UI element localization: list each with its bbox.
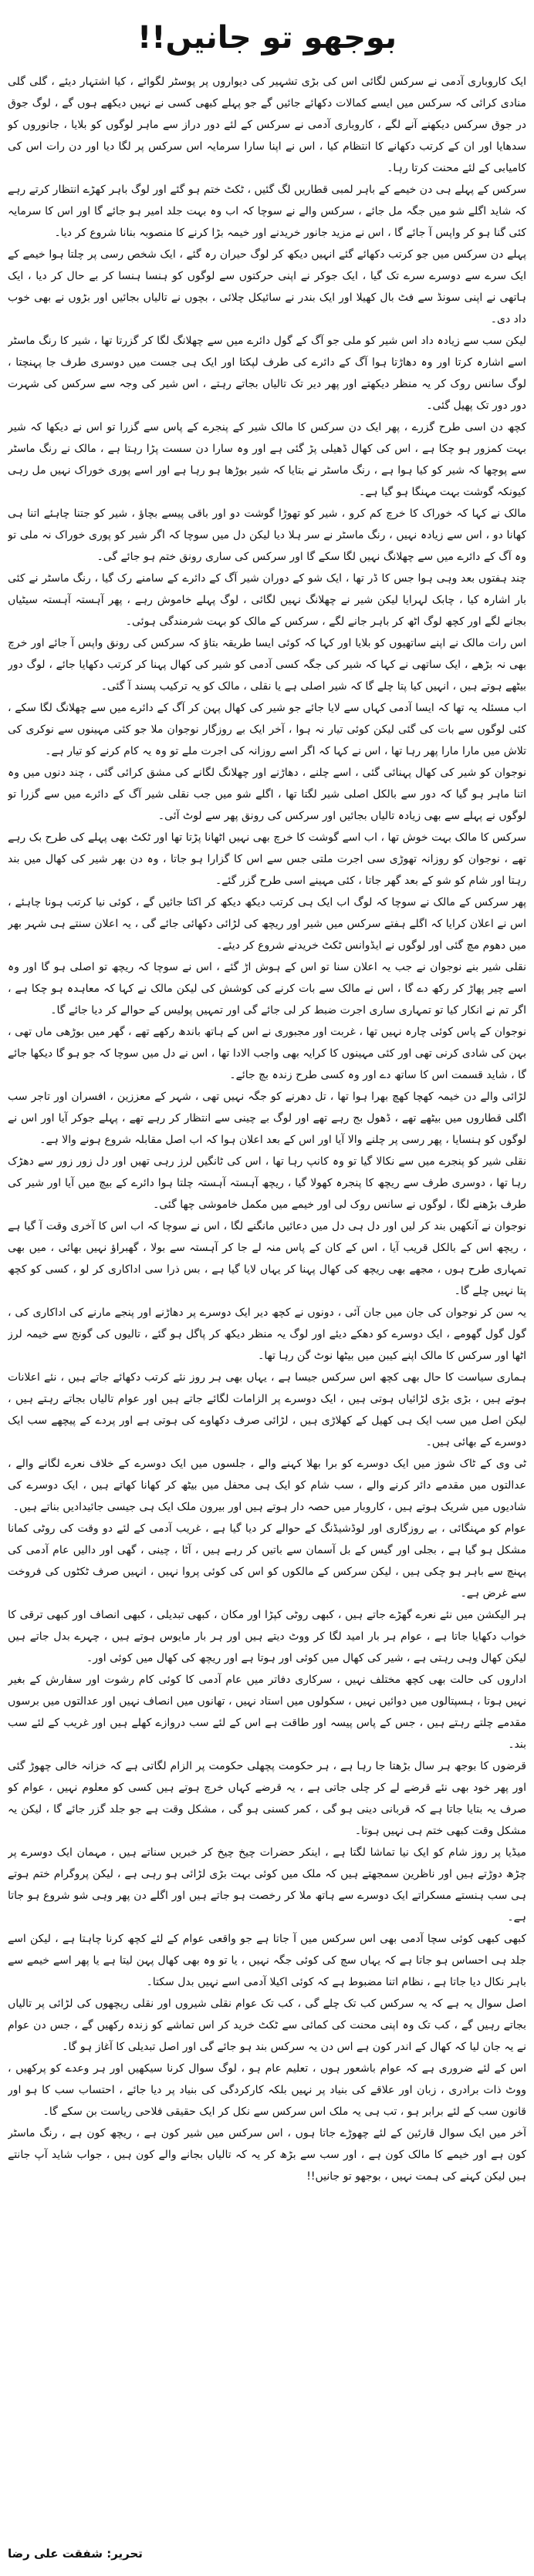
article-headline: بوجھو تو جانیں!! [137,20,397,56]
article-paragraph: کبھی کبھی کوئی سچا آدمی بھی اس سرکس میں آ جاتا ہے جو واقعی عوام کے لئے کچھ کرنا چاہتا ہے ، لیکن اسے جلد ہی احساس ہو جاتا ہے کہ یہاں سچ کی کوئی جگہ نہیں ، یا تو وہ بھی کھال پہن لیتا ہے یا پھر اسے خیمے سے باہر نکال دیا جاتا ہے ، نظام اتنا مضبوط ہے کہ کوئی اکیلا آدمی اسے نہیں بدل سکتا۔ [8,1933,526,1988]
article-paragraph: سرکس کا مالک بہت خوش تھا ، اب اسے گوشت کا خرچ بھی نہیں اٹھانا پڑتا تھا اور ٹکٹ بھی پہلے کی طرح بک رہے تھے ، نوجوان کو روزانہ تھوڑی سی اجرت ملتی جس سے اس کا گزارا ہو جاتا ، وہ دن بھر شیر کی کھال میں بند رہتا اور شام کو شو کے بعد گھر جاتا ، کئی مہینے اسی طرح گزر گئے۔ [8,831,526,887]
article-paragraph: اس کے لئے ضروری ہے کہ عوام باشعور ہوں ، تعلیم عام ہو ، لوگ سوال کرنا سیکھیں اور ہر وعدے کو پرکھیں ، ووٹ ذات برادری ، زبان اور علاقے کی بنیاد پر نہیں بلکہ کارکردگی کی بنیاد پر دیا جائے ، احتساب سب کا ہو اور قانون سب کے لئے برابر ہو ، تب ہی یہ ملک اس سرکس سے نکل کر ایک حقیقی فلاحی ریاست بن سکے گا۔ [8,2062,526,2118]
article-paragraph: آخر میں ایک سوال قارئین کے لئے چھوڑے جاتا ہوں ، اس سرکس میں شیر کون ہے ، ریچھ کون ہے ، رنگ ماسٹر کون ہے اور خیمے کا مالک کون ہے ، اور سب سے بڑھ کر یہ کہ تالیاں بجانے والے کون ہیں ، جواب شاید آپ جانتے ہیں لیکن کہنے کی ہمت نہیں ، بوجھو تو جانیں!! [8,2127,526,2183]
article-paragraph: نوجوان کے پاس کوئی چارہ نہیں تھا ، غربت اور مجبوری نے اس کے ہاتھ باندھ رکھے تھے ، گھر میں بوڑھی ماں تھی ، بہن کی شادی کرنی تھی اور کئی مہینوں کا کرایہ بھی واجب الادا تھا ، اس نے دل میں سوچا کہ جو ہو گا دیکھا جائے گا ، شاید قسمت اس کا ساتھ دے اور وہ کسی طرح زندہ بچ جائے۔ [8,1026,526,1081]
article-paragraph: اب مسئلہ یہ تھا کہ ایسا آدمی کہاں سے لایا جائے جو شیر کی کھال پہن کر آگ کے دائرے میں سے چھلانگ لگا سکے ، کئی لوگوں سے بات کی گئی لیکن کوئی تیار نہ ہوا ، آخر ایک بے روزگار نوجوان ملا جو کئی مہینوں سے نوکری کی تلاش میں مارا مارا پھر رہا تھا ، اس نے کہا کہ اگر اسے روزانہ کی اجرت ملے تو وہ یہ کام کرنے کو تیار ہے۔ [8,702,526,757]
article-paragraph: ایک کاروباری آدمی نے سرکس لگائی اس کی بڑی تشہیر کی دیواروں پر پوسٹر لگوائے ، کیا اشتہار دیئے ، گلی گلی منادی کرائی کہ سرکس میں ایسے کمالات دکھائے جائیں گے جو پہلے کبھی کسی نے نہیں دیکھے ہوں گے ، لوگ جوق در جوق سرکس دیکھنے آنے لگے ، کاروباری آدمی نے سرکس کے لئے دور دراز سے ماہر لوگوں کو بلایا ، جانوروں کو سدھایا اور ان کے کرتب دکھانے کا انتظام کیا ، اس نے اپنا سارا سرمایہ اس سرکس پر لگا دیا اور دن رات اس کی کامیابی کے لئے محنت کرتا رہا۔ [8,76,526,174]
article-paragraph: ہماری سیاست کا حال بھی کچھ اس سرکس جیسا ہے ، یہاں بھی ہر روز نئے کرتب دکھائے جاتے ہیں ، نئے اعلانات ہوتے ہیں ، بڑی بڑی لڑائیاں ہوتی ہیں ، ایک دوسرے پر الزامات لگائے جاتے ہیں اور عوام تالیاں بجاتے رہتے ہیں ، لیکن اصل میں سب ایک ہی کھیل کے کھلاڑی ہیں ، لڑائی صرف دکھاوے کی ہوتی ہے اور پردے کے پیچھے سب ایک دوسرے کے بھائی ہیں۔ [8,1371,526,1448]
article-paragraph: ٹی وی کے ٹاک شوز میں ایک دوسرے کو برا بھلا کہنے والے ، جلسوں میں ایک دوسرے کے خلاف نعرے لگانے والے ، عدالتوں میں مقدمے دائر کرنے والے ، سب شام کو ایک ہی محفل میں بیٹھ کر کھانا کھاتے ہیں ، ایک دوسرے کی شادیوں میں شریک ہوتے ہیں ، کاروبار میں حصہ دار ہوتے ہیں اور بیرون ملک ایک ہی جیسی جائیدادیں بناتے ہیں۔ [8,1458,526,1513]
article-paragraph: ہر الیکشن میں نئے نعرے گھڑے جاتے ہیں ، کبھی روٹی کپڑا اور مکان ، کبھی تبدیلی ، کبھی انصاف اور کبھی ترقی کا خواب دکھایا جاتا ہے ، عوام ہر بار امید لگا کر ووٹ دیتے ہیں اور ہر بار مایوس ہوتے ہیں ، چہرے بدل جاتے ہیں لیکن کھال وہی رہتی ہے ، شیر کی کھال میں کوئی اور ہوتا ہے اور ریچھ کی کھال میں کوئی اور۔ [8,1609,526,1664]
article-paragraph: کچھ دن اسی طرح گزرے ، پھر ایک دن سرکس کا مالک شیر کے پنجرے کے پاس سے گزرا تو اس نے دیکھا کہ شیر بہت کمزور ہو چکا ہے ، اس کی کھال ڈھیلی پڑ گئی ہے اور وہ سارا دن سست پڑا رہتا ہے ، مالک نے رنگ ماسٹر سے پوچھا کہ شیر کو کیا ہوا ہے ، رنگ ماسٹر نے بتایا کہ شیر بوڑھا ہو رہا ہے اور اسے پوری خوراک نہیں مل رہی کیونکہ گوشت بہت مہنگا ہو گیا ہے۔ [8,421,526,498]
article-byline: تحریر: شفقت علی رضا [8,2547,143,2561]
article-paragraph: نقلی شیر کو پنجرے میں سے نکالا گیا تو وہ کانپ رہا تھا ، اس کی ٹانگیں لرز رہی تھیں اور دل زور زور سے دھڑک رہا تھا ، دوسری طرف سے ریچھ کا پنجرہ کھولا گیا ، ریچھ آہستہ آہستہ چلتا ہوا دائرے کے بیچ میں آیا اور شیر کی طرف بڑھنے لگا ، لوگوں نے سانس روک لی اور خیمے میں مکمل خاموشی چھا گئی۔ [8,1155,526,1211]
article-paragraph: سرکس کے پہلے ہی دن خیمے کے باہر لمبی قطاریں لگ گئیں ، ٹکٹ ختم ہو گئے اور لوگ باہر کھڑے انتظار کرتے رہے کہ شاید اگلے شو میں جگہ مل جائے ، سرکس والے نے سوچا کہ اب وہ بہت جلد امیر ہو جائے گا اور اس کا سرمایہ کئی گنا ہو کر واپس آ جائے گا ، اس نے مزید جانور خریدنے اور خیمہ بڑا کرنے کا منصوبہ بنانا شروع کر دیا۔ [8,184,526,239]
article-paragraph: اس رات مالک نے اپنے ساتھیوں کو بلایا اور کہا کہ کوئی ایسا طریقہ بتاؤ کہ سرکس کی رونق واپس آ جائے اور خرچ بھی نہ بڑھے ، ایک ساتھی نے کہا کہ شیر کی جگہ کسی آدمی کو شیر کی کھال پہنا کر کرتب دکھایا جائے ، لوگ دور بیٹھے ہوتے ہیں ، انہیں کیا پتا چلے گا کہ شیر اصلی ہے یا نقلی ، مالک کو یہ ترکیب پسند آ گئی۔ [8,637,526,693]
article-paragraph: پھر سرکس کے مالک نے سوچا کہ لوگ اب ایک ہی کرتب دیکھ دیکھ کر اکتا جائیں گے ، کوئی نیا کرتب ہونا چاہئے ، اس نے اعلان کرایا کہ اگلے ہفتے سرکس میں شیر اور ریچھ کی لڑائی دکھائی جائے گی ، یہ اعلان سنتے ہی شہر بھر میں دھوم مچ گئی اور لوگوں نے ایڈوانس ٹکٹ خریدنے شروع کر دیئے۔ [8,896,526,952]
article-body [8,71,526,2485]
article-paragraph: نقلی شیر بنے نوجوان نے جب یہ اعلان سنا تو اس کے ہوش اڑ گئے ، اس نے سوچا کہ ریچھ تو اصلی ہو گا اور وہ اسے چیر پھاڑ کر رکھ دے گا ، اس نے مالک سے بات کرنے کی کوشش کی لیکن مالک نے کہا کہ معاہدہ ہو چکا ہے ، اگر تم نے انکار کیا تو تمہاری ساری اجرت ضبط کر لی جائے گی اور تمہیں پولیس کے حوالے کر دیا جائے گا۔ [8,961,526,1017]
article-paragraph: نوجوان نے آنکھیں بند کر لیں اور دل ہی دل میں دعائیں مانگنے لگا ، اس نے سوچا کہ اب اس کا آخری وقت آ گیا ہے ، ریچھ اس کے بالکل قریب آیا ، اس کے کان کے پاس منہ لے جا کر آہستہ سے بولا ، گھبراؤ نہیں بھائی ، میں بھی تمہاری طرح ہوں ، مجھے بھی ریچھ کی کھال پہنا کر یہاں لایا گیا ہے ، بس ذرا سی اداکاری کر لو ، کسی کو کچھ پتا نہیں چلے گا۔ [8,1220,526,1297]
article-paragraph: لیکن سب سے زیادہ داد اس شیر کو ملی جو آگ کے گول دائرے میں سے چھلانگ لگا کر گزرتا تھا ، شیر کا رنگ ماسٹر اسے اشارہ کرتا اور وہ دھاڑتا ہوا آگ کے دائرے کی طرف لپکتا اور ایک ہی جست میں دوسری طرف جا پہنچتا ، لوگ سانس روک کر یہ منظر دیکھتے اور پھر دیر تک تالیاں بجاتے رہتے ، اس شیر کی وجہ سے سرکس کی شہرت دور دور تک پھیل گئی۔ [8,335,526,412]
article-paragraph: لڑائی والے دن خیمہ کھچا کھچ بھرا ہوا تھا ، تل دھرنے کو جگہ نہیں تھی ، شہر کے معززین ، افسران اور تاجر سب اگلی قطاروں میں بیٹھے تھے ، ڈھول بج رہے تھے اور لوگ بے چینی سے انتظار کر رہے تھے ، پہلے جوکر آیا اور اس نے لوگوں کو ہنسایا ، پھر رسی پر چلنے والا آیا اور اس کے بعد اعلان ہوا کہ اب اصل مقابلہ شروع ہونے والا ہے۔ [8,1091,526,1146]
article-paragraph: یہ سن کر نوجوان کی جان میں جان آئی ، دونوں نے کچھ دیر ایک دوسرے پر دھاڑنے اور پنجے مارنے کی اداکاری کی ، گول گول گھومے ، ایک دوسرے کو دھکے دیئے اور لوگ یہ منظر دیکھ کر پاگل ہو گئے ، تالیوں کی گونج سے خیمہ لرز اٹھا اور سرکس کا مالک اپنے کیبن میں بیٹھا نوٹ گن رہا تھا۔ [8,1307,526,1362]
article-paragraph: چند ہفتوں بعد وہی ہوا جس کا ڈر تھا ، ایک شو کے دوران شیر آگ کے دائرے کے سامنے رک گیا ، رنگ ماسٹر نے کئی بار اشارہ کیا ، چابک لہرایا لیکن شیر نے چھلانگ نہیں لگائی ، لوگ پہلے خاموش رہے ، پھر آہستہ آہستہ سیٹیاں بجانے لگے اور کچھ لوگ اٹھ کر باہر جانے لگے ، سرکس کے مالک کو بہت شرمندگی ہوئی۔ [8,572,526,628]
article-paragraph: نوجوان کو شیر کی کھال پہنائی گئی ، اسے چلنے ، دھاڑنے اور چھلانگ لگانے کی مشق کرائی گئی ، چند دنوں میں وہ اتنا ماہر ہو گیا کہ دور سے بالکل اصلی شیر لگتا تھا ، اگلے شو میں جب نقلی شیر آگ کے دائرے میں سے گزرا تو لوگوں نے پہلے سے بھی زیادہ تالیاں بجائیں اور سرکس کی رونق پھر سے لوٹ آئی۔ [8,767,526,822]
article-paragraph: اداروں کی حالت بھی کچھ مختلف نہیں ، سرکاری دفاتر میں عام آدمی کا کوئی کام رشوت اور سفارش کے بغیر نہیں ہوتا ، ہسپتالوں میں دوائیں نہیں ، سکولوں میں استاد نہیں ، تھانوں میں انصاف نہیں اور عدالتوں میں برسوں مقدمے چلتے رہتے ہیں ، جس کے پاس پیسہ اور طاقت ہے اس کے لئے سب دروازے کھلے ہیں اور غریب کے لئے سب بند۔ [8,1674,526,1751]
article-paragraph: اصل سوال یہ ہے کہ یہ سرکس کب تک چلے گی ، کب تک عوام نقلی شیروں اور نقلی ریچھوں کی لڑائی پر تالیاں بجاتے رہیں گے ، کب تک وہ اپنی محنت کی کمائی سے ٹکٹ خرید کر اس تماشے کو زندہ رکھیں گے ، جس دن عوام نے یہ جان لیا کہ کھال کے اندر کون ہے اس دن یہ سرکس بند ہو جائے گی اور اصل تبدیلی کا آغاز ہو گا۔ [8,1998,526,2053]
article-paragraph: میڈیا پر روز شام کو ایک نیا تماشا لگتا ہے ، اینکر حضرات چیخ چیخ کر خبریں سناتے ہیں ، مہمان ایک دوسرے پر چڑھ دوڑتے ہیں اور ناظرین سمجھتے ہیں کہ ملک میں کوئی بہت بڑی لڑائی ہو رہی ہے ، لیکن پروگرام ختم ہوتے ہی سب ہنستے مسکراتے ایک دوسرے سے ہاتھ ملا کر رخصت ہو جاتے ہیں اور اگلے دن پھر وہی شو شروع ہو جاتا ہے۔ [8,1846,526,1924]
article-paragraph: پہلے دن سرکس میں جو کرتب دکھائے گئے انہیں دیکھ کر لوگ حیران رہ گئے ، ایک شخص رسی پر چلتا ہوا خیمے کے ایک سرے سے دوسرے سرے تک گیا ، ایک جوکر نے اپنی حرکتوں سے لوگوں کو ہنسا ہنسا کر بے حال کر دیا ، ایک ہاتھی نے اپنی سونڈ سے فٹ بال کھیلا اور ایک بندر نے سائیکل چلائی ، بچوں نے تالیاں بجائیں اور بڑوں نے بھی خوب داد دی۔ [8,248,526,325]
article-paragraph: عوام کو مہنگائی ، بے روزگاری اور لوڈشیڈنگ کے حوالے کر دیا گیا ہے ، غریب آدمی کے لئے دو وقت کی روٹی کمانا مشکل ہو گیا ہے ، بجلی اور گیس کے بل آسمان سے باتیں کر رہے ہیں ، آٹا ، چینی ، گھی اور دالیں عام آدمی کی پہنچ سے باہر ہو چکی ہیں ، لیکن سرکس کے مالکوں کو اس کی کوئی پروا نہیں ، انہیں صرف ٹکٹوں کی فروخت سے غرض ہے۔ [8,1522,526,1600]
article-paragraph: مالک نے کہا کہ خوراک کا خرچ کم کرو ، شیر کو تھوڑا گوشت دو اور باقی پیسے بچاؤ ، شیر کو جتنا چاہئے اتنا ہی کھانا دو ، اس سے زیادہ نہیں ، رنگ ماسٹر نے سر ہلا دیا لیکن دل میں سوچا کہ اگر شیر کو پوری خوراک نہ ملی تو وہ آگ کے دائرے میں سے چھلانگ نہیں لگا سکے گا اور سرکس کی ساری رونق ختم ہو جائے گی۔ [8,507,526,563]
article-paragraph: قرضوں کا بوجھ ہر سال بڑھتا جا رہا ہے ، ہر حکومت پچھلی حکومت پر الزام لگاتی ہے کہ خزانہ خالی چھوڑ گئی اور پھر خود بھی نئے قرضے لے کر چلی جاتی ہے ، یہ قرضے کہاں خرچ ہوتے ہیں کسی کو معلوم نہیں ، عوام کو صرف یہ بتایا جاتا ہے کہ قربانی دینی ہو گی ، کمر کسنی ہو گی ، مشکل وقت ہے جو جلد گزر جائے گا ، لیکن یہ مشکل وقت کبھی ختم ہی نہیں ہوتا۔ [8,1760,526,1837]
